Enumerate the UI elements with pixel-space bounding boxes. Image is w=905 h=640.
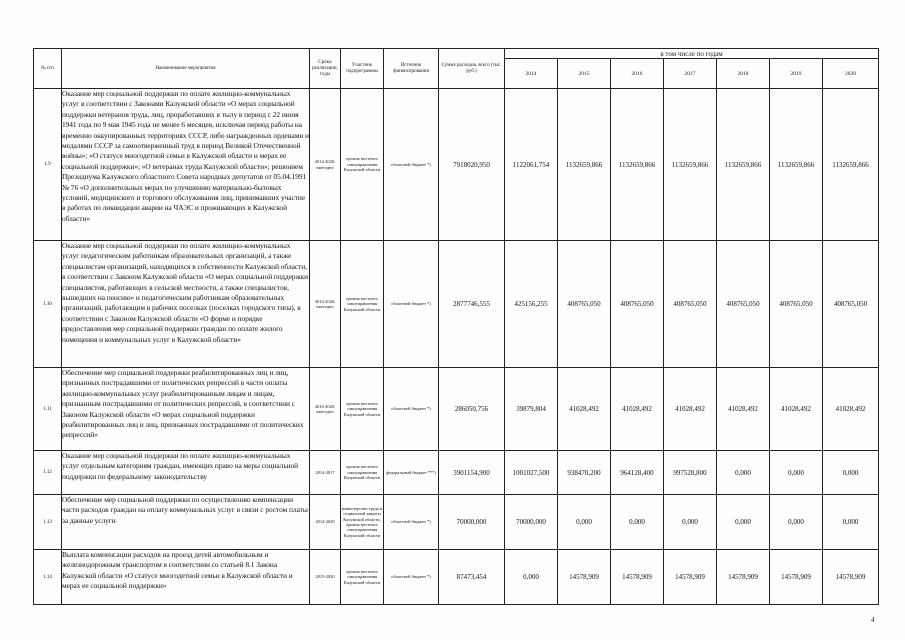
row-year-value: 0,000 <box>558 495 611 550</box>
row-num: 1.14 <box>34 550 62 605</box>
row-year-value: 14578,909 <box>611 550 664 605</box>
row-source: областной бюджет *) <box>384 368 439 451</box>
row-participant: органы местного самоуправления Калужской области <box>341 89 384 241</box>
table-row <box>34 241 879 368</box>
row-year-value: 408765,050 <box>664 241 717 368</box>
row-year-value: 14578,909 <box>770 550 823 605</box>
row-name: Оказание мер социальной поддержки по оплате жилищно-коммунальных услуг педагогическим работникам образовательных организаций, а также специалистам организаций, находящихся в собственности Калужской области, в соответствии с Законом Калужской области «О мерах социальной поддержки специалистов, работающих в сельской местности, а также специалистов, вышедших на пенсию» и педагогическим работникам образовательных организаций, работающим в рабочих поселках (поселках городского типа), в соответствии с Законом Калужской области «О форме и порядке предоставления мер социальной поддержки граждан по оплате жилого помещения и коммунальных услуг в Калужской области» <box>62 241 310 368</box>
row-year-value: 0,000 <box>611 495 664 550</box>
row-year-value: 0,000 <box>823 495 879 550</box>
row-year-value: 41028,492 <box>717 368 770 451</box>
row-source: федеральный бюджет ***) <box>384 451 439 495</box>
row-year-value: 41028,492 <box>664 368 717 451</box>
row-participant: министерство труда и социальной защиты Калужской области, органы местного самоуправления Калужской области <box>341 495 384 550</box>
row-year-value: 14578,909 <box>823 550 879 605</box>
header-year: 2019 <box>770 59 823 89</box>
table-row <box>34 550 879 605</box>
header-num: № п/п <box>34 49 62 89</box>
row-source: областной бюджет *) <box>384 89 439 241</box>
row-num: 1.9 <box>34 89 62 241</box>
header-year: 2020 <box>823 59 879 89</box>
row-num: 1.12 <box>34 451 62 495</box>
table-row <box>34 368 879 451</box>
row-year-value: 408765,050 <box>770 241 823 368</box>
row-year-value: 408765,050 <box>717 241 770 368</box>
row-period: 2014-2020, ежегодно <box>310 241 341 368</box>
row-year-value: 408765,050 <box>823 241 879 368</box>
row-participant: органы местного самоуправления Калужской области <box>341 241 384 368</box>
header-source: Источник финансирования <box>384 49 439 89</box>
header-period: Сроки реализации, годы <box>310 49 341 89</box>
row-total: 3901154,900 <box>439 451 505 495</box>
header-year: 2018 <box>717 59 770 89</box>
row-year-value: 1122061,754 <box>505 89 558 241</box>
row-num: 1.13 <box>34 495 62 550</box>
row-year-value: 0,000 <box>823 451 879 495</box>
row-name: Выплата компенсации расходов на проезд детей автомобильным и железнодорожным транспортом в соответствии со статьей 8.1 Закона Калужской области «О статусе многодетной семьи в Калужской области и мерах ее социальной поддержки» <box>62 550 310 605</box>
row-participant: органы местного самоуправления Калужской области <box>341 451 384 495</box>
row-total: 286050,756 <box>439 368 505 451</box>
row-total: 87473,454 <box>439 550 505 605</box>
row-year-value: 408765,050 <box>611 241 664 368</box>
header-year: 2016 <box>611 59 664 89</box>
header-participant: Участник подпрограммы <box>341 49 384 89</box>
row-year-value: 14578,909 <box>664 550 717 605</box>
row-source: областной бюджет *) <box>384 495 439 550</box>
row-year-value: 41028,492 <box>611 368 664 451</box>
row-year-value: 425156,255 <box>505 241 558 368</box>
row-name: Оказание мер социальной поддержки по оплате жилищно-коммунальных услуг в соответствии с Законами Калужской области «О мерах социальной поддержки ветеранов труда, лиц, проработавших в тылу в период с 22 июня 1941 года по 9 мая 1945 года не менее 6 месяцев, исключая период работы на временно оккупированных территориях СССР, либо награжденных орденами и медалями СССР за самоотверженный труд в период Великой Отечественной войны»; «О статусе многодетной семьи в Калужской области и мерах ее социальной поддержки»; «О ветеранах труда Калужской области»; решением Президиума Калужского областного Совета народных депутатов от 05.04.1991 № 76 «О дополнительных мерах по улучшению материально-бытовых условий, медицинского и торгового обслуживания лиц, принимавших участие в работах по ликвидации аварии на ЧАЭС и проживающих в Калужской области» <box>62 89 310 241</box>
row-source: областной бюджет *) <box>384 241 439 368</box>
row-year-value: 0,000 <box>505 550 558 605</box>
row-year-value: 14578,909 <box>717 550 770 605</box>
page-number: 4 <box>871 616 875 624</box>
row-year-value: 0,000 <box>717 495 770 550</box>
header-year: 2017 <box>664 59 717 89</box>
row-name: Обеспечение мер социальной поддержки реабилитированных лиц и лиц, признанных пострадавшими от политических репрессий в части оплаты жилищно-коммунальных услуг реабилитированным лицам и лицам, признанным пострадавшими от политических репрессий, в соответствии с Законом Калужской области «О мерах социальной поддержки реабилитированных лиц и лиц, признанных пострадавшими от политических репрессий» <box>62 368 310 451</box>
row-period: 2014-2017 <box>310 451 341 495</box>
row-year-value: 39879,804 <box>505 368 558 451</box>
row-year-value: 1132659,866 <box>558 89 611 241</box>
row-period: 2014-2020, ежегодно <box>310 89 341 241</box>
table-row <box>34 495 879 550</box>
row-year-value: 938470,200 <box>558 451 611 495</box>
row-year-value: 0,000 <box>664 495 717 550</box>
row-num: 1.11 <box>34 368 62 451</box>
row-year-value: 1132659,866 <box>611 89 664 241</box>
row-num: 1.10 <box>34 241 62 368</box>
row-year-value: 0,000 <box>770 495 823 550</box>
row-source: областной бюджет *) <box>384 550 439 605</box>
row-total: 7918020,950 <box>439 89 505 241</box>
row-year-value: 1001027,500 <box>505 451 558 495</box>
header-year: 2015 <box>558 59 611 89</box>
header-total: Сумма расходов, всего (тыс. руб.) <box>439 49 505 89</box>
row-year-value: 997528,800 <box>664 451 717 495</box>
row-participant: органы местного самоуправления Калужской области <box>341 550 384 605</box>
header-year: 2014 <box>505 59 558 89</box>
row-year-value: 1132659,866 <box>770 89 823 241</box>
table-row <box>34 89 879 241</box>
header-years-group: в том числе по годам <box>505 49 879 59</box>
row-year-value: 1132659,866 <box>823 89 879 241</box>
row-year-value: 0,000 <box>717 451 770 495</box>
row-year-value: 41028,492 <box>823 368 879 451</box>
row-total: 2877746,555 <box>439 241 505 368</box>
row-year-value: 1132659,866 <box>717 89 770 241</box>
row-period: 2015-2020 <box>310 550 341 605</box>
row-year-value: 964128,400 <box>611 451 664 495</box>
row-period: 2014-2020, ежегодно <box>310 368 341 451</box>
row-name: Обеспечение мер социальной поддержки по осуществлению компенсации части расходов граждан на оплату коммунальных услуг в связи с ростом платы за данные услуги <box>62 495 310 550</box>
row-year-value: 41028,492 <box>558 368 611 451</box>
row-participant: органы местного самоуправления Калужской области <box>341 368 384 451</box>
row-year-value: 70000,000 <box>505 495 558 550</box>
row-year-value: 1132659,866 <box>664 89 717 241</box>
row-year-value: 41028,492 <box>770 368 823 451</box>
row-year-value: 14578,909 <box>558 550 611 605</box>
header-name: Наименование мероприятия <box>62 49 310 89</box>
row-year-value: 408765,050 <box>558 241 611 368</box>
row-total: 70000,000 <box>439 495 505 550</box>
measures-table <box>33 48 879 605</box>
row-year-value: 0,000 <box>770 451 823 495</box>
table-row <box>34 451 879 495</box>
row-name: Оказание мер социальной поддержки по оплате жилищно-коммунальных услуг отдельным категориям граждан, имеющих право на меры социальной поддержки по федеральному законодательству <box>62 451 310 495</box>
row-period: 2014-2020 <box>310 495 341 550</box>
